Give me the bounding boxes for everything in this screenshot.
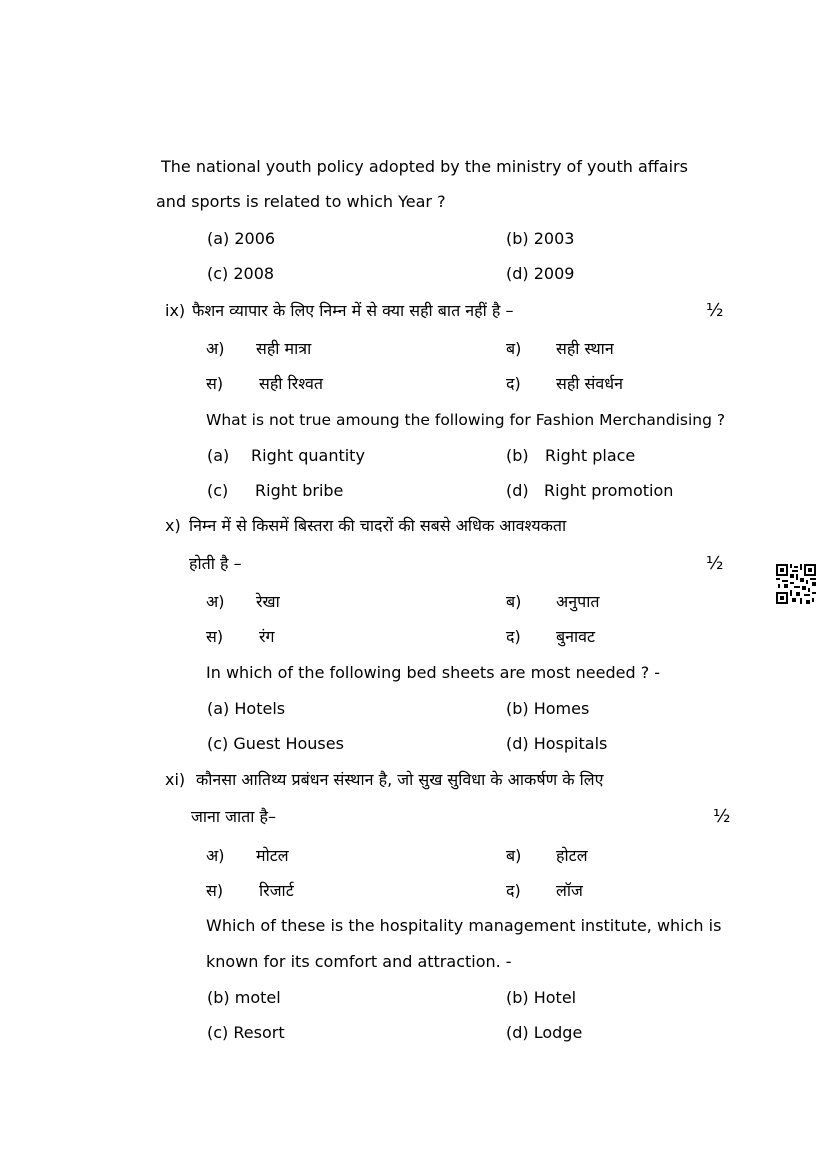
q10-hi-option-text: रंग xyxy=(259,627,275,646)
q8-text-line1: The national youth policy adopted by the ministry of youth affairs xyxy=(161,157,688,176)
q10-hi-option-text: बुनावट xyxy=(556,627,596,646)
q11-english-line2: known for its comfort and attraction. - xyxy=(206,952,512,971)
q11-en-option: (c) Resort xyxy=(207,1023,285,1042)
q11-marks: ½ xyxy=(713,806,731,827)
q9-hi-option-label: ब) xyxy=(506,339,522,358)
q10-hi-option-label: अ) xyxy=(206,592,225,611)
q9-number: ix) xyxy=(165,301,186,320)
q9-en-option-text: Right place xyxy=(545,446,636,465)
q11-en-option: (b) motel xyxy=(207,988,281,1007)
q9-english-text: What is not true amoung the following for Fashion Merchandising ? xyxy=(206,411,726,429)
qr-code-icon xyxy=(776,564,816,604)
q10-hindi-line1: निम्न में से किसमें बिस्तरा की चादरों की सबसे अधिक आवश्यकता xyxy=(189,516,567,535)
q11-hindi-line2: जाना जाता है– xyxy=(191,807,276,826)
q11-hi-option-text: रिजार्ट xyxy=(259,881,294,900)
q8-option-a: (a) 2006 xyxy=(207,229,276,248)
q8-option-b: (b) 2003 xyxy=(506,229,575,248)
q11-hi-option-text: होटल xyxy=(556,846,588,865)
q8-option-d: (d) 2009 xyxy=(506,264,575,283)
q11-hi-option-label: द) xyxy=(506,881,521,900)
q11-hi-option-label: ब) xyxy=(506,846,522,865)
q9-en-option-label: (d) xyxy=(506,481,529,500)
q10-hi-option-text: रेखा xyxy=(256,592,280,611)
q9-hi-option-text: सही रिश्वत xyxy=(259,374,324,393)
q9-hi-option-label: अ) xyxy=(206,339,225,358)
q10-en-option: (b) Homes xyxy=(506,699,590,718)
q10-english-text: In which of the following bed sheets are most needed ? - xyxy=(206,663,661,682)
q10-hi-option-label: ब) xyxy=(506,592,522,611)
q9-en-option-text: Right promotion xyxy=(544,481,674,500)
q10-en-option: (d) Hospitals xyxy=(506,734,608,753)
q9-en-option-text: Right bribe xyxy=(255,481,344,500)
q9-hi-option-label: द) xyxy=(506,374,521,393)
q9-hi-option-text: सही संवर्धन xyxy=(556,374,623,393)
q9-marks: ½ xyxy=(706,300,724,321)
q9-hi-option-label: स) xyxy=(206,374,224,393)
q11-hindi-line1: कौनसा आतिथ्य प्रबंधन संस्थान है, जो सुख सुविधा के आकर्षण के लिए xyxy=(196,770,604,789)
q10-marks: ½ xyxy=(706,553,724,574)
q10-number: x) xyxy=(165,516,181,535)
q10-hi-option-text: अनुपात xyxy=(556,592,600,611)
q9-en-option-label: (c) xyxy=(207,481,229,500)
q9-en-option-label: (b) xyxy=(506,446,529,465)
q9-hi-option-text: सही मात्रा xyxy=(256,339,312,358)
q11-en-option: (b) Hotel xyxy=(506,988,577,1007)
q9-en-option-text: Right quantity xyxy=(251,446,365,465)
q10-en-option: (a) Hotels xyxy=(207,699,286,718)
q9-hindi-text: फैशन व्यापार के लिए निम्न में से क्या सही बात नहीं है – xyxy=(192,301,514,320)
q10-hindi-line2: होती है – xyxy=(189,554,242,573)
q11-number: xi) xyxy=(165,770,186,789)
q11-hi-option-label: अ) xyxy=(206,846,225,865)
q9-hi-option-text: सही स्थान xyxy=(556,339,614,358)
q10-hi-option-label: द) xyxy=(506,627,521,646)
q9-en-option-label: (a) xyxy=(207,446,230,465)
q11-hi-option-label: स) xyxy=(206,881,224,900)
q11-english-line1: Which of these is the hospitality management institute, which is xyxy=(206,916,722,935)
q10-en-option: (c) Guest Houses xyxy=(207,734,344,753)
q11-hi-option-text: मोटल xyxy=(256,846,289,865)
q11-hi-option-text: लॉज xyxy=(556,881,583,900)
q8-text-line2: and sports is related to which Year ? xyxy=(156,192,446,211)
q8-option-c: (c) 2008 xyxy=(207,264,275,283)
q10-hi-option-label: स) xyxy=(206,627,224,646)
q11-en-option: (d) Lodge xyxy=(506,1023,583,1042)
